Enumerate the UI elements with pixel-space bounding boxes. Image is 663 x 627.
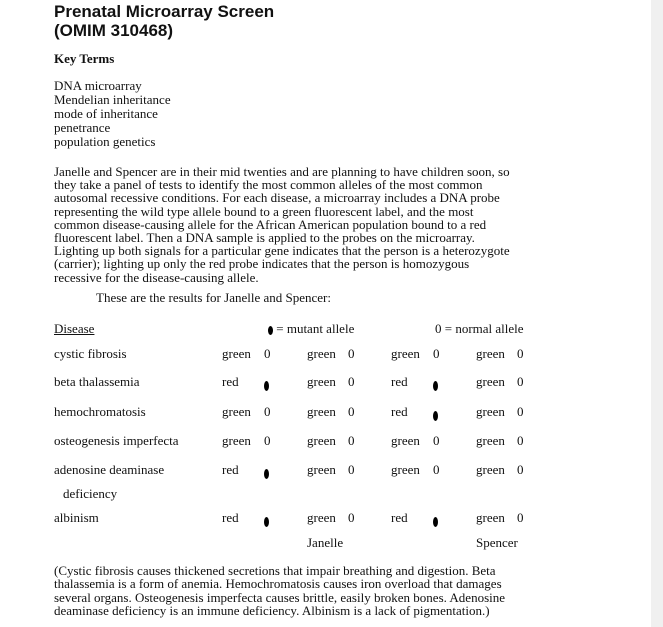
dot-mark [264, 381, 269, 391]
page-edge [651, 0, 663, 627]
key-term: mode of inheritance [54, 106, 158, 121]
allele-mark: 0 [517, 374, 524, 389]
probe-color: green [222, 346, 251, 361]
probe-color: green [391, 433, 420, 448]
note-line: several organs. Osteogenesis imperfecta causes brittle, easily broken bones. Adenosine [54, 589, 506, 605]
paragraph-line: fluorescent label. Then a DNA sample is applied to the probes on the microarray. [54, 230, 475, 246]
janelle-label: Janelle [307, 535, 344, 550]
allele-mark: 0 [348, 433, 355, 448]
allele-mark: 0 [348, 404, 355, 419]
key-terms-heading: Key Terms [54, 51, 115, 66]
paragraph-line: (carrier); lighting up only the red probe indicates that the person is homozygous [54, 256, 470, 272]
probe-color: green [476, 374, 505, 389]
note-line: (Cystic fibrosis causes thickened secretions that impair breathing and digestion. Beta [54, 563, 496, 578]
mutant-dot-icon [264, 462, 269, 478]
probe-color: red [391, 510, 408, 525]
allele-mark: 0 [517, 510, 524, 525]
paragraph-line: Lighting up both signals for a particular gene indicates that the person is a heterozygote [54, 243, 510, 259]
dot-mark [264, 469, 269, 479]
dot-mark [433, 411, 438, 421]
allele-mark: 0 [264, 433, 271, 448]
case-paragraph [54, 165, 554, 284]
disease-name: cystic fibrosis [54, 346, 127, 361]
allele-mark: 0 [433, 462, 440, 477]
probe-color: green [476, 404, 505, 419]
probe-color: red [222, 462, 239, 477]
probe-color: red [391, 404, 408, 419]
mutant-dot-icon [433, 510, 438, 526]
mutant-dot-icon [264, 510, 269, 526]
normal-allele-legend: 0 = normal allele [435, 321, 524, 336]
mutant-dot-icon [433, 404, 438, 420]
probe-color: green [307, 374, 336, 389]
key-term: Mendelian inheritance [54, 92, 171, 107]
spencer-label: Spencer [476, 535, 518, 550]
probe-color: green [476, 510, 505, 525]
probe-color: green [307, 346, 336, 361]
key-term: population genetics [54, 134, 156, 149]
probe-color: green [307, 433, 336, 448]
probe-color: green [476, 346, 505, 361]
dot-mark [264, 517, 269, 527]
mutant-dot-icon [433, 374, 438, 390]
paragraph-line: autosomal recessive conditions. For each disease, a microarray includes a DNA probe [54, 190, 500, 206]
mutant-allele-legend [268, 321, 354, 337]
allele-mark: 0 [517, 433, 524, 448]
allele-mark: 0 [517, 404, 524, 419]
paragraph-line: Janelle and Spencer are in their mid twenties and are planning to have children soon, so [54, 164, 510, 179]
dot-mark [433, 381, 438, 391]
allele-mark: 0 [348, 374, 355, 389]
results-intro: These are the results for Janelle and Spencer: [96, 290, 331, 305]
key-terms-list [54, 79, 171, 149]
allele-mark: 0 [433, 433, 440, 448]
probe-color: red [391, 374, 408, 389]
mutant-legend-text: = mutant allele [276, 321, 355, 336]
paragraph-line: representing the wild type allele bound to a green fluorescent label, and the most [54, 203, 474, 219]
page-title: Prenatal Microarray Screen [54, 2, 275, 21]
page-subtitle: (OMIM 310468) [54, 21, 174, 40]
mutant-dot-icon [268, 326, 273, 335]
allele-mark: 0 [348, 346, 355, 361]
probe-color: green [391, 462, 420, 477]
allele-mark: 0 [264, 346, 271, 361]
disease-name: hemochromatosis [54, 404, 146, 419]
allele-mark: 0 [264, 404, 271, 419]
disease-name: albinism [54, 510, 99, 525]
note-line: deaminase deficiency is an immune deficiency. Albinism is a lack of pigmentation.) [54, 602, 490, 618]
disease-name: beta thalassemia [54, 374, 140, 389]
paragraph-line: recessive for the disease-causing allele. [54, 269, 259, 285]
disease-name-continued: deficiency [63, 486, 118, 501]
probe-color: green [476, 462, 505, 477]
allele-mark: 0 [348, 510, 355, 525]
probe-color: green [222, 433, 251, 448]
allele-mark: 0 [348, 462, 355, 477]
disease-notes [54, 564, 505, 617]
dot-mark [433, 517, 438, 527]
paragraph-line: they take a panel of tests to identify the most common alleles of the most common [54, 177, 483, 193]
probe-color: green [307, 462, 336, 477]
probe-color: green [222, 404, 251, 419]
allele-mark: 0 [517, 346, 524, 361]
note-line: thalassemia is a form of anemia. Hemochromatosis causes iron overload that damages [54, 576, 502, 592]
probe-color: green [476, 433, 505, 448]
probe-color: green [391, 346, 420, 361]
disease-column-header: Disease [54, 321, 95, 336]
allele-mark: 0 [433, 346, 440, 361]
probe-color: red [222, 374, 239, 389]
mutant-dot-icon [264, 374, 269, 390]
key-term: penetrance [54, 120, 111, 135]
disease-name: osteogenesis imperfecta [54, 433, 179, 448]
probe-color: green [307, 510, 336, 525]
disease-name: adenosine deaminase [54, 462, 165, 477]
paragraph-line: common disease-causing allele for the African American population bound to a red [54, 216, 487, 232]
allele-mark: 0 [517, 462, 524, 477]
key-term: DNA microarray [54, 78, 142, 93]
probe-color: green [307, 404, 336, 419]
probe-color: red [222, 510, 239, 525]
